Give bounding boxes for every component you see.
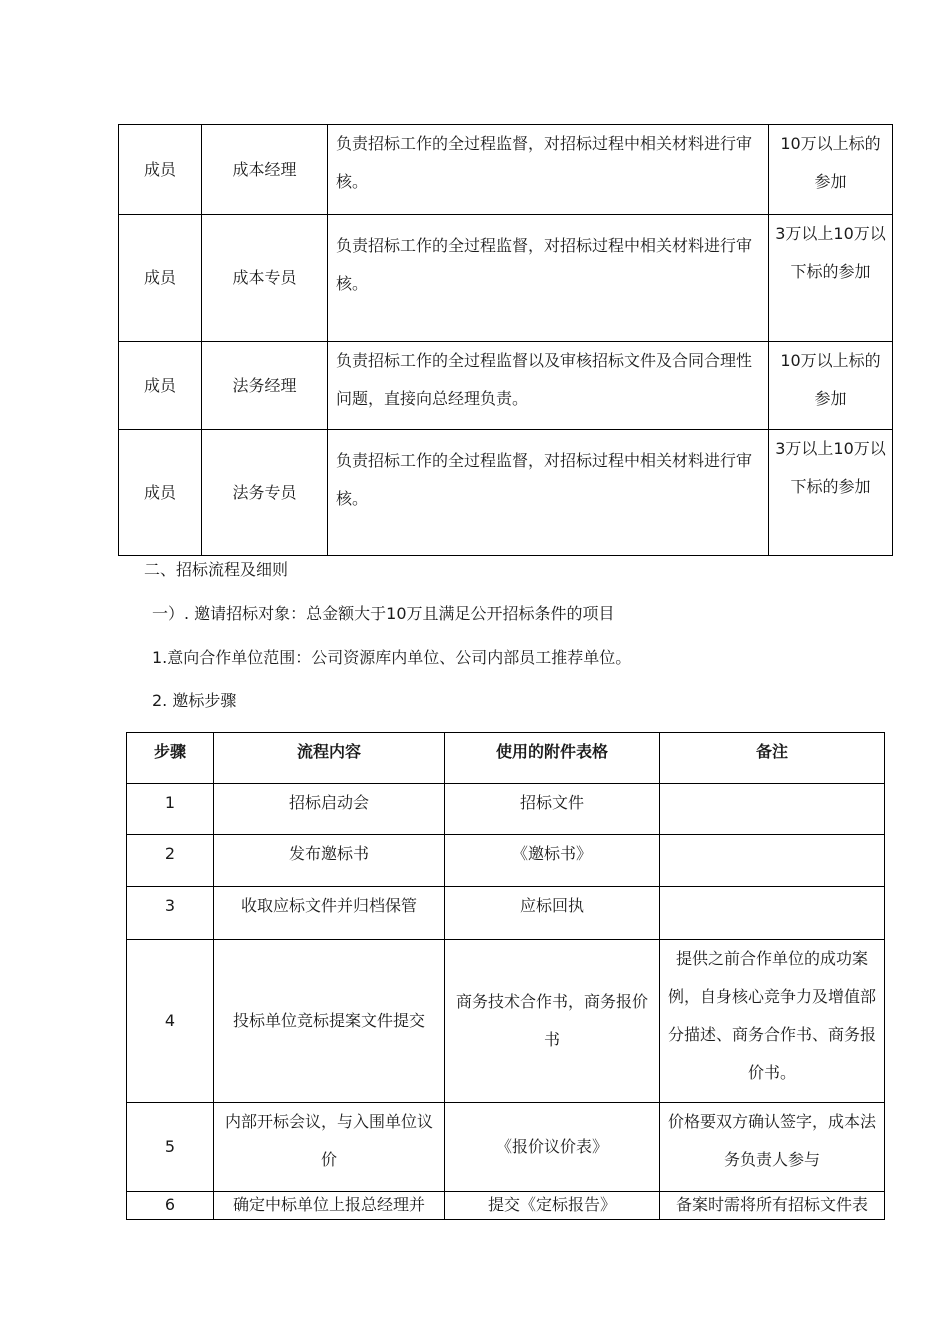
step-cell: 2 <box>127 835 214 887</box>
table-row <box>119 430 893 556</box>
sub-title: 一）. 邀请招标对象：总金额大于10万且满足公开招标条件的项目 <box>152 604 615 623</box>
table-row <box>127 1103 885 1192</box>
content-cell: 内部开标会议，与入围单位议价 <box>214 1103 445 1192</box>
step-cell: 1 <box>127 784 214 835</box>
content-cell: 发布邀标书 <box>214 835 445 887</box>
note-cell <box>660 784 885 835</box>
content-cell: 收取应标文件并归档保管 <box>214 887 445 940</box>
note-cell: 价格要双方确认签字，成本法务负责人参与 <box>660 1103 885 1192</box>
column-header: 备注 <box>660 733 885 784</box>
content-cell: 确定中标单位上报总经理并 <box>214 1192 445 1220</box>
form-cell: 《邀标书》 <box>445 835 660 887</box>
table-row <box>127 1192 885 1220</box>
step-cell: 5 <box>127 1103 214 1192</box>
step-cell: 3 <box>127 887 214 940</box>
column-header: 步骤 <box>127 733 214 784</box>
bidding-steps-table <box>126 732 885 1220</box>
role-cell: 成员 <box>119 215 202 342</box>
duty-cell: 负责招标工作的全过程监督，对招标过程中相关材料进行审核。 <box>328 215 769 342</box>
content-cell: 投标单位竞标提案文件提交 <box>214 940 445 1103</box>
role-cell: 成员 <box>119 342 202 430</box>
position-cell: 法务专员 <box>202 430 328 556</box>
scope-cell: 3万以上10万以下标的参加 <box>769 430 893 556</box>
table-row <box>127 887 885 940</box>
form-cell: 《报价议价表》 <box>445 1103 660 1192</box>
note-cell <box>660 835 885 887</box>
paragraph-item-1: 1.意向合作单位范围：公司资源库内单位、公司内部员工推荐单位。 <box>152 648 632 667</box>
step-cell: 4 <box>127 940 214 1103</box>
form-cell: 商务技术合作书，商务报价书 <box>445 940 660 1103</box>
scope-cell: 3万以上10万以下标的参加 <box>769 215 893 342</box>
table-header-row <box>127 733 885 784</box>
table-row <box>127 835 885 887</box>
role-cell: 成员 <box>119 125 202 215</box>
form-cell: 应标回执 <box>445 887 660 940</box>
position-cell: 成本经理 <box>202 125 328 215</box>
table-row <box>119 215 893 342</box>
scope-cell: 10万以上标的参加 <box>769 342 893 430</box>
position-cell: 法务经理 <box>202 342 328 430</box>
column-header: 流程内容 <box>214 733 445 784</box>
table-row <box>127 940 885 1103</box>
duty-cell: 负责招标工作的全过程监督以及审核招标文件及合同合理性问题，直接向总经理负责。 <box>328 342 769 430</box>
position-cell: 成本专员 <box>202 215 328 342</box>
duty-cell: 负责招标工作的全过程监督，对招标过程中相关材料进行审核。 <box>328 430 769 556</box>
form-cell: 提交《定标报告》 <box>445 1192 660 1220</box>
column-header: 使用的附件表格 <box>445 733 660 784</box>
section-title: 二、招标流程及细则 <box>144 560 289 579</box>
table-row <box>119 125 893 215</box>
note-cell: 备案时需将所有招标文件表 <box>660 1192 885 1220</box>
scope-cell: 10万以上标的参加 <box>769 125 893 215</box>
note-cell: 提供之前合作单位的成功案例，自身核心竞争力及增值部分描述、商务合作书、商务报价书。 <box>660 940 885 1103</box>
form-cell: 招标文件 <box>445 784 660 835</box>
content-cell: 招标启动会 <box>214 784 445 835</box>
paragraph-item-2: 2. 邀标步骤 <box>152 691 237 710</box>
committee-members-table <box>118 124 893 556</box>
note-cell <box>660 887 885 940</box>
step-cell: 6 <box>127 1192 214 1220</box>
role-cell: 成员 <box>119 430 202 556</box>
table-row <box>119 342 893 430</box>
table-row <box>127 784 885 835</box>
duty-cell: 负责招标工作的全过程监督，对招标过程中相关材料进行审核。 <box>328 125 769 215</box>
